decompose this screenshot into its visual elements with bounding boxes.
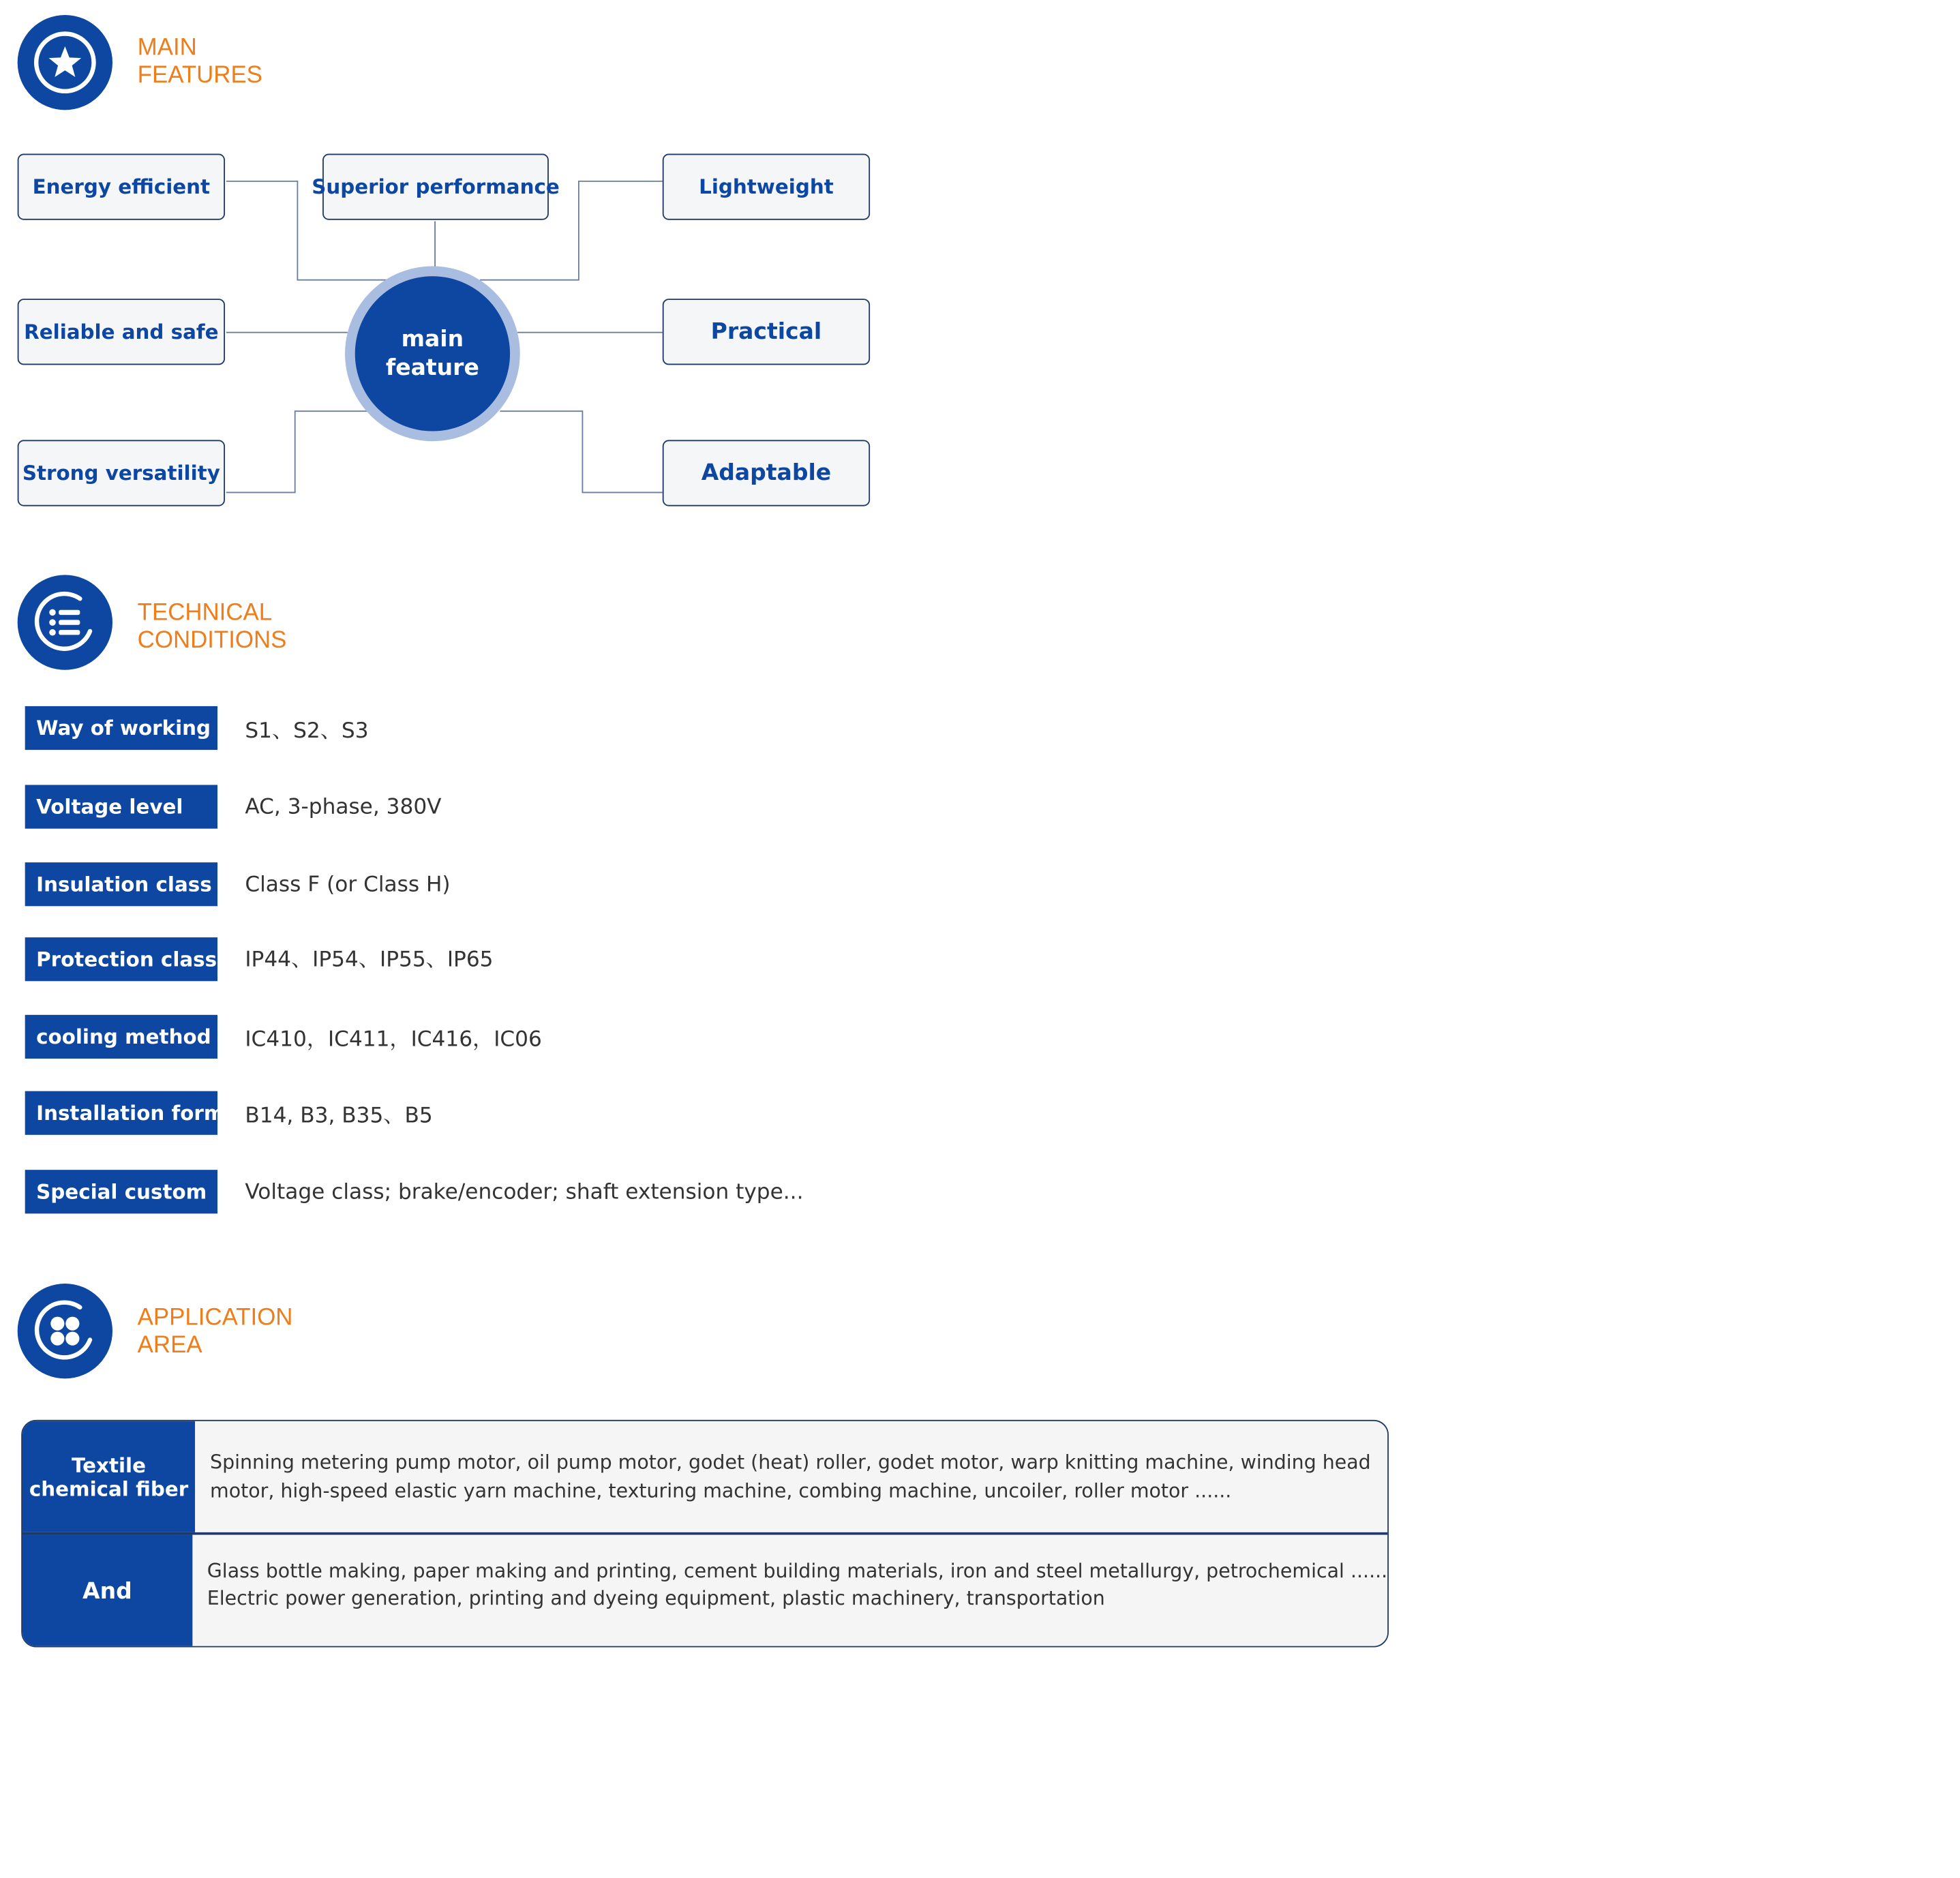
application-row-textile	[22, 1421, 1387, 1532]
tech-label-installation-form: Installation form	[25, 1091, 217, 1135]
clover-icon	[18, 1284, 112, 1378]
tech-label-voltage-level: Voltage level	[25, 785, 217, 828]
feature-superior-performance: Superior performance	[322, 154, 549, 220]
title-line-1: APPLICATION	[137, 1305, 293, 1331]
feature-reliable-and-safe: Reliable and safe	[18, 299, 225, 365]
tech-value-protection-class: IP44、IP54、IP55、IP65	[245, 947, 494, 973]
label-line-2: chemical fiber	[29, 1476, 189, 1501]
title-line-1: MAIN	[137, 35, 197, 61]
tech-value-way-of-working: S1、S2、S3	[245, 718, 369, 744]
application-table	[21, 1420, 1389, 1648]
title-line-2: AREA	[137, 1332, 202, 1359]
hub-line-1: main	[401, 326, 464, 353]
technical-conditions-title	[138, 600, 287, 655]
application-text-textile	[195, 1421, 1387, 1532]
feature-practical: Practical	[663, 299, 870, 365]
tech-value-installation-form: B14, B3, B35、B5	[245, 1103, 433, 1129]
text-line-1: Spinning metering pump motor, oil pump motor, godet (heat) roller, godet motor, warp knitting machine, winding head	[210, 1451, 1371, 1474]
feature-adaptable: Adaptable	[663, 440, 870, 506]
application-label-textile	[22, 1421, 195, 1532]
label-line-1: Textile	[72, 1453, 147, 1477]
tech-value-cooling-method: IC410，IC411，IC416，IC06	[245, 1027, 542, 1052]
application-row-and	[22, 1534, 1387, 1648]
list-icon	[18, 575, 112, 669]
application-text-and	[192, 1534, 1387, 1648]
title-line-2: CONDITIONS	[137, 627, 287, 654]
title-line-1: TECHNICAL	[137, 600, 273, 626]
feature-lightweight: Lightweight	[663, 154, 870, 220]
feature-energy-efficient: Energy efficient	[18, 154, 225, 220]
text-line-2: motor, high-speed elastic yarn machine, texturing machine, combing machine, uncoiler, roller motor ......	[210, 1479, 1232, 1502]
tech-value-insulation-class: Class F (or Class H)	[245, 871, 451, 897]
tech-label-protection-class: Protection class	[25, 937, 217, 981]
hub-line-2: feature	[385, 354, 479, 382]
text-line-1: Glass bottle making, paper making and printing, cement building materials, iron and steel metallurgy, petrochemical ......	[207, 1559, 1388, 1582]
tech-label-insulation-class: Insulation class	[25, 862, 217, 906]
tech-value-voltage-level: AC, 3-phase, 380V	[245, 794, 442, 819]
main-feature-hub	[355, 276, 510, 431]
title-line-2: FEATURES	[137, 62, 262, 89]
feature-strong-versatility: Strong versatility	[18, 440, 225, 506]
text-line-2: Electric power generation, printing and dyeing equipment, plastic machinery, transportation	[207, 1587, 1105, 1610]
tech-label-special-custom: Special custom	[25, 1170, 217, 1213]
tech-value-special-custom: Voltage class; brake/encoder; shaft extension type...	[245, 1179, 804, 1205]
application-label-and: And	[22, 1534, 192, 1648]
application-area-title	[138, 1305, 293, 1360]
tech-label-way-of-working: Way of working	[25, 706, 217, 750]
tech-label-cooling-method: cooling method	[25, 1015, 217, 1059]
